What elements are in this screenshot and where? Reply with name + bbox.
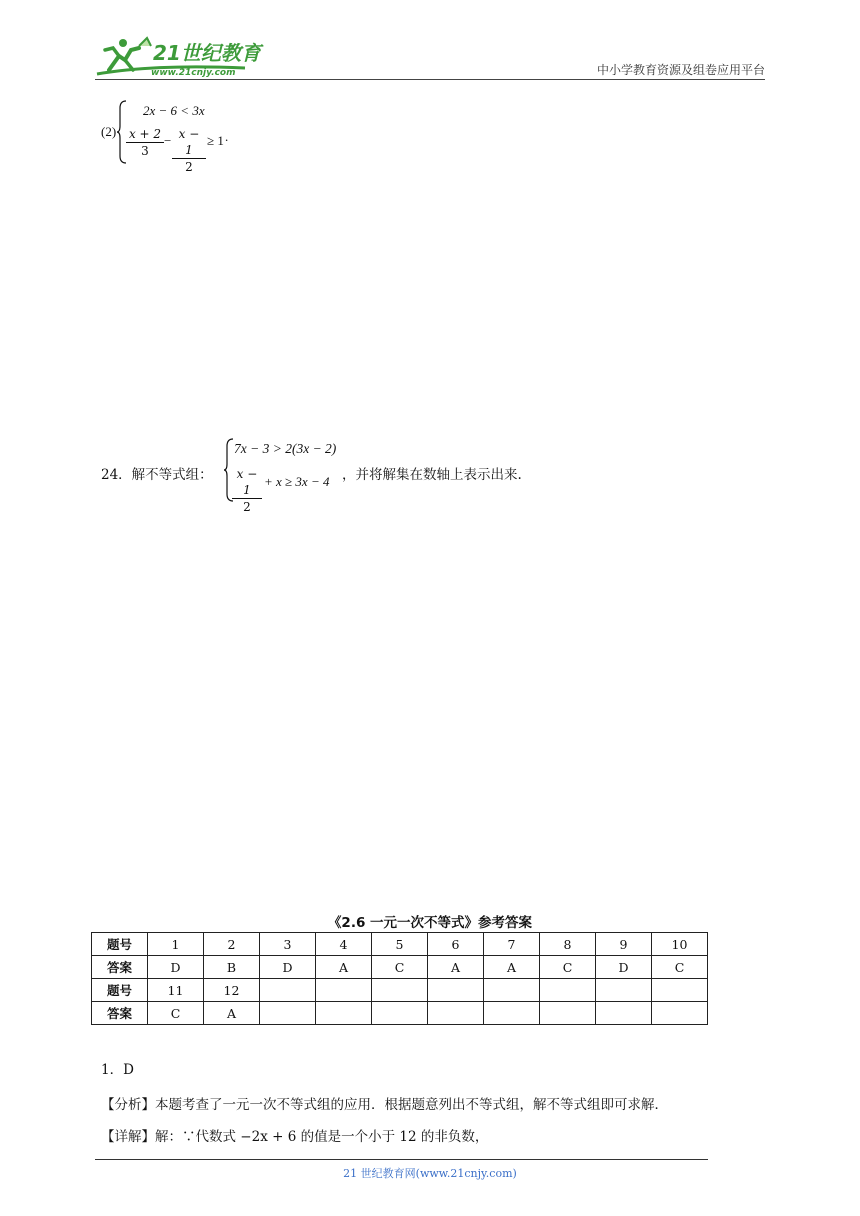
footer-divider — [95, 1159, 708, 1160]
problem2-label: (2) — [101, 124, 117, 139]
problem24-prefix: 24．解不等式组： — [101, 467, 213, 483]
table-cell — [428, 1002, 484, 1025]
logo-url-text: www.21cnjy.com — [151, 68, 236, 78]
table-cell: D — [260, 956, 316, 979]
table-cell: A — [428, 956, 484, 979]
header-divider — [95, 79, 765, 80]
table-cell: D — [596, 956, 652, 979]
row-header: 题号 — [92, 979, 148, 1002]
problem2-fraction-1 — [126, 126, 164, 159]
table-cell: 8 — [540, 933, 596, 956]
fraction-numerator: x − 1 — [172, 126, 206, 159]
table-cell — [372, 1002, 428, 1025]
answer-table — [91, 932, 708, 1025]
table-cell — [260, 979, 316, 1002]
table-cell: 2 — [204, 933, 260, 956]
table-cell: A — [484, 956, 540, 979]
table-cell — [316, 1002, 372, 1025]
table-cell — [260, 1002, 316, 1025]
problem24-suffix: ，并将解集在数轴上表示出来. — [342, 467, 522, 483]
problem24-fraction — [232, 466, 262, 515]
table-cell: 12 — [204, 979, 260, 1002]
table-cell: 10 — [652, 933, 708, 956]
table-row — [92, 979, 708, 1002]
table-cell: B — [204, 956, 260, 979]
table-cell: A — [204, 1002, 260, 1025]
logo-21cnjy — [95, 34, 265, 78]
site-title: 中小学教育资源及组卷应用平台 — [596, 63, 765, 77]
fraction-numerator: x − 1 — [232, 466, 262, 499]
table-cell: 4 — [316, 933, 372, 956]
footer-text: 21 世纪教育网(www.21cnjy.com) — [343, 1167, 517, 1180]
problem2-inequality-tail: ≥ 1 — [207, 133, 224, 148]
page-header — [95, 34, 765, 80]
table-cell: C — [540, 956, 596, 979]
table-cell: 7 — [484, 933, 540, 956]
period: . — [225, 129, 229, 144]
table-cell — [484, 1002, 540, 1025]
table-cell: C — [652, 956, 708, 979]
fraction-denominator: 3 — [141, 144, 149, 158]
table-cell: 9 — [596, 933, 652, 956]
table-cell: 3 — [260, 933, 316, 956]
table-row — [92, 956, 708, 979]
explanation-detail: 【详解】解：∵代数式 −2x + 6 的值是一个小于 12 的非负数， — [101, 1129, 489, 1145]
table-cell — [596, 979, 652, 1002]
explanation-analysis: 【分析】本题考查了一元一次不等式组的应用．根据题意列出不等式组，解不等式组即可求解． — [101, 1097, 668, 1113]
table-cell — [596, 1002, 652, 1025]
table-cell: A — [316, 956, 372, 979]
table-cell — [540, 1002, 596, 1025]
table-cell: 11 — [148, 979, 204, 1002]
table-cell — [316, 979, 372, 1002]
table-cell: D — [148, 956, 204, 979]
table-row — [92, 933, 708, 956]
table-cell: 5 — [372, 933, 428, 956]
problem24-inequality-1: 7x − 3 > 2(3x − 2) — [234, 441, 337, 456]
logo-text: 21世纪教育 — [153, 41, 261, 65]
table-cell — [372, 979, 428, 1002]
table-cell: 6 — [428, 933, 484, 956]
table-cell — [540, 979, 596, 1002]
problem2-fraction-2 — [172, 126, 206, 175]
table-cell — [428, 979, 484, 1002]
table-cell: 1 — [148, 933, 204, 956]
problem2-inequality-1: 2x − 6 < 3x — [143, 103, 205, 118]
problem24-inequality-2-tail: + x ≥ 3x − 4 — [264, 474, 330, 489]
table-cell — [652, 979, 708, 1002]
fraction-denominator: 2 — [243, 500, 251, 514]
table-cell — [652, 1002, 708, 1025]
minus-sign: − — [164, 133, 172, 148]
answer-key-title: 《2.6 一元一次不等式》参考答案 — [327, 915, 533, 931]
fraction-denominator: 2 — [185, 160, 193, 174]
row-header: 答案 — [92, 1002, 148, 1025]
table-cell — [484, 979, 540, 1002]
row-header: 题号 — [92, 933, 148, 956]
table-cell: C — [372, 956, 428, 979]
explanation-item: 1．D — [101, 1062, 134, 1078]
fraction-numerator: x + 2 — [126, 126, 164, 143]
table-row — [92, 1002, 708, 1025]
table-cell: C — [148, 1002, 204, 1025]
row-header: 答案 — [92, 956, 148, 979]
